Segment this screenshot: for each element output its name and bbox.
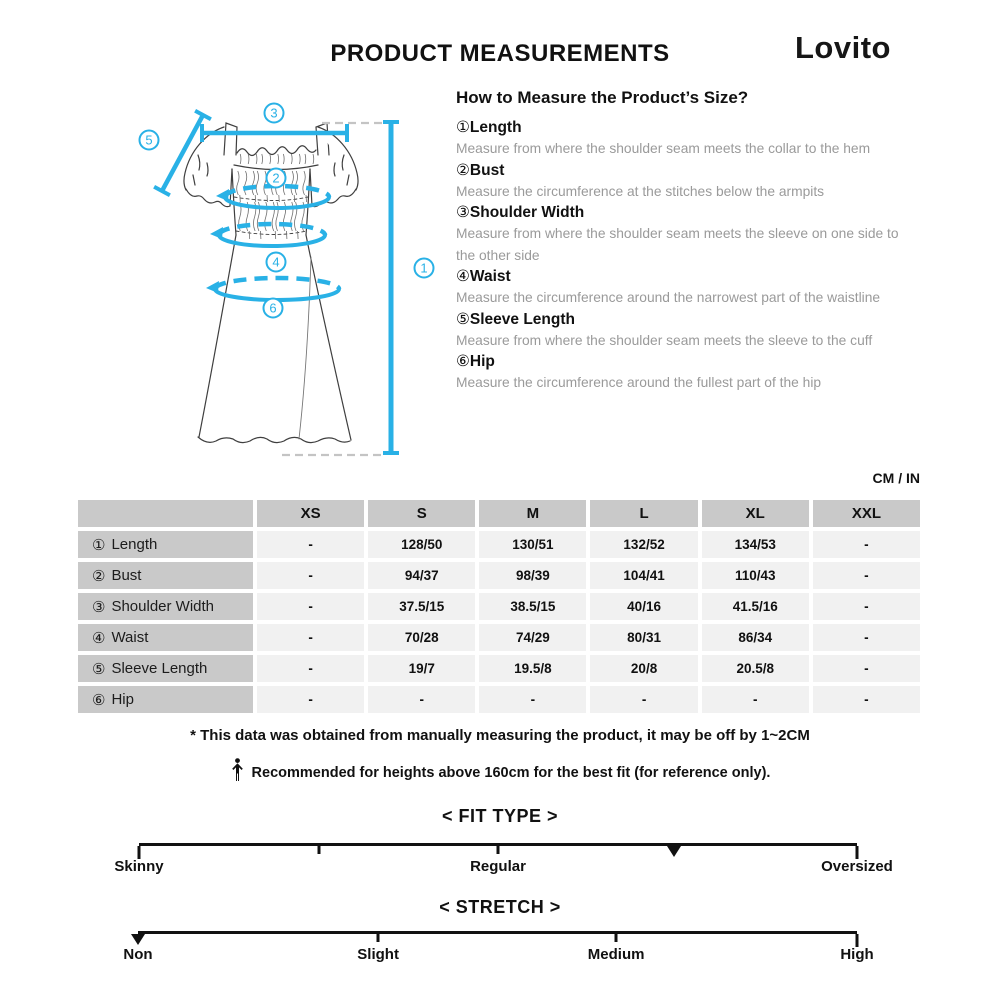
dress-measurement-diagram xyxy=(0,85,460,475)
stretch-labels xyxy=(123,946,874,966)
table-cell: 38.5/15 xyxy=(479,593,586,620)
guide-item-desc: Measure from where the shoulder seam meets the sleeve to the cuff xyxy=(456,332,873,348)
scale-tick xyxy=(317,846,320,854)
table-cell: - xyxy=(257,686,364,713)
scale-tick xyxy=(497,846,500,854)
table-cell: 110/43 xyxy=(702,562,809,589)
guide-item-desc: Measure the circumference at the stitches below the armpits xyxy=(456,183,825,199)
scale-label: Non xyxy=(123,946,153,963)
guide-item-title: ①Length xyxy=(456,119,522,136)
stretch-title: < STRETCH > xyxy=(439,897,561,917)
svg-text:4: 4 xyxy=(272,254,280,270)
table-cell: 80/31 xyxy=(590,624,697,651)
table-cell: 20/8 xyxy=(590,655,697,682)
unit-label: CM / IN xyxy=(872,470,920,486)
col-header-xl: XL xyxy=(702,500,809,527)
table-cell: 74/29 xyxy=(479,624,586,651)
svg-text:2: 2 xyxy=(272,170,280,186)
fit-type-axis xyxy=(139,843,857,846)
table-cell: - xyxy=(590,686,697,713)
svg-text:6: 6 xyxy=(269,300,277,316)
scale-tick xyxy=(615,934,618,942)
guide-item-desc: Measure from where the shoulder seam meets the sleeve on one side to the other side xyxy=(456,226,899,263)
table-cell: 37.5/15 xyxy=(368,593,475,620)
table-cell: 128/50 xyxy=(368,531,475,558)
table-cell: - xyxy=(257,531,364,558)
table-cell: - xyxy=(257,562,364,589)
table-cell: - xyxy=(257,655,364,682)
person-height-icon xyxy=(230,758,245,786)
measuring-disclaimer: * This data was obtained from manually measuring the product, it may be off by 1~2CM xyxy=(190,727,810,744)
guide-item-title: ②Bust xyxy=(456,161,505,179)
marker-hip xyxy=(264,299,283,318)
guide-item-length xyxy=(456,117,908,160)
scale-label: Slight xyxy=(357,946,399,963)
stretch-marker xyxy=(131,934,145,945)
col-header-l: L xyxy=(590,500,697,527)
row-label-waist: ④ Waist xyxy=(78,624,253,651)
guide-item-hip xyxy=(456,351,908,394)
col-header-xs: XS xyxy=(257,500,364,527)
guide-item-desc: Measure the circumference around the fullest part of the hip xyxy=(456,375,822,390)
table-cell: 104/41 xyxy=(590,562,697,589)
fit-type-labels xyxy=(114,858,893,878)
guide-item-waist xyxy=(456,266,908,309)
measure-guide xyxy=(456,88,908,394)
table-cell: 130/51 xyxy=(479,531,586,558)
table-cell: - xyxy=(813,686,920,713)
guide-item-title: ⑤Sleeve Length xyxy=(456,310,575,328)
length-dim-line xyxy=(383,122,399,453)
table-cell: - xyxy=(479,686,586,713)
waist-girth-ellipse xyxy=(210,224,325,246)
row-label-length: ① Length xyxy=(78,531,253,558)
guide-item-bust xyxy=(456,160,908,203)
table-cell: - xyxy=(813,655,920,682)
marker-sleeve-length xyxy=(140,131,159,150)
table-cell: 19.5/8 xyxy=(479,655,586,682)
row-label-sleeve-length: ⑤ Sleeve Length xyxy=(78,655,253,682)
table-cell: - xyxy=(813,593,920,620)
table-cell: - xyxy=(257,593,364,620)
marker-bust xyxy=(267,169,286,188)
table-corner-cell xyxy=(78,500,253,527)
table-cell: 132/52 xyxy=(590,531,697,558)
table-cell: 41.5/16 xyxy=(702,593,809,620)
table-cell: 134/53 xyxy=(702,531,809,558)
marker-length xyxy=(415,259,434,278)
fit-type-marker xyxy=(667,846,681,857)
scale-label: High xyxy=(840,946,874,963)
guide-item-shoulder-width xyxy=(456,202,908,266)
row-label-shoulder-width: ③ Shoulder Width xyxy=(78,593,253,620)
guide-item-title: ③Shoulder Width xyxy=(456,204,585,221)
table-cell: 40/16 xyxy=(590,593,697,620)
table-cell: 86/34 xyxy=(702,624,809,651)
guide-item-desc: Measure from where the shoulder seam meets the collar to the hem xyxy=(456,141,871,156)
stretch-scale xyxy=(123,931,874,971)
size-table xyxy=(78,500,920,713)
scale-label: Regular xyxy=(470,858,526,875)
table-cell: 98/39 xyxy=(479,562,586,589)
guide-item-desc: Measure the circumference around the narrowest part of the waistline xyxy=(456,290,881,305)
col-header-xxl: XXL xyxy=(813,500,920,527)
guide-item-title: ④Waist xyxy=(456,268,511,285)
guide-heading: How to Measure the Product’s Size? xyxy=(456,88,749,107)
row-label-hip: ⑥ Hip xyxy=(78,686,253,713)
lovito-logo: Lovito xyxy=(795,30,891,65)
table-cell: - xyxy=(813,531,920,558)
marker-shoulder-width xyxy=(265,104,284,123)
table-cell: 94/37 xyxy=(368,562,475,589)
svg-text:1: 1 xyxy=(420,260,428,276)
table-cell: - xyxy=(813,624,920,651)
guide-item-sleeve-length xyxy=(456,309,908,352)
col-header-m: M xyxy=(479,500,586,527)
table-cell: - xyxy=(368,686,475,713)
page-title: PRODUCT MEASUREMENTS xyxy=(330,40,670,67)
fit-type-title: < FIT TYPE > xyxy=(441,806,559,826)
stretch-axis xyxy=(138,931,857,934)
fit-type-scale xyxy=(114,843,893,883)
scale-label: Skinny xyxy=(114,858,164,875)
table-cell: 19/7 xyxy=(368,655,475,682)
row-label-bust: ② Bust xyxy=(78,562,253,589)
col-header-s: S xyxy=(368,500,475,527)
marker-waist xyxy=(267,253,286,272)
svg-text:3: 3 xyxy=(270,105,278,121)
table-cell: - xyxy=(702,686,809,713)
scale-label: Oversized xyxy=(821,858,893,875)
table-cell: - xyxy=(257,624,364,651)
scale-label: Medium xyxy=(587,946,645,963)
guide-item-title: ⑥Hip xyxy=(456,353,495,370)
scale-tick xyxy=(377,934,380,942)
table-cell: 20.5/8 xyxy=(702,655,809,682)
table-cell: - xyxy=(813,562,920,589)
table-cell: 70/28 xyxy=(368,624,475,651)
svg-text:5: 5 xyxy=(145,132,153,148)
height-recommendation: Recommended for heights above 160cm for the best fit (for reference only). xyxy=(0,758,1000,786)
